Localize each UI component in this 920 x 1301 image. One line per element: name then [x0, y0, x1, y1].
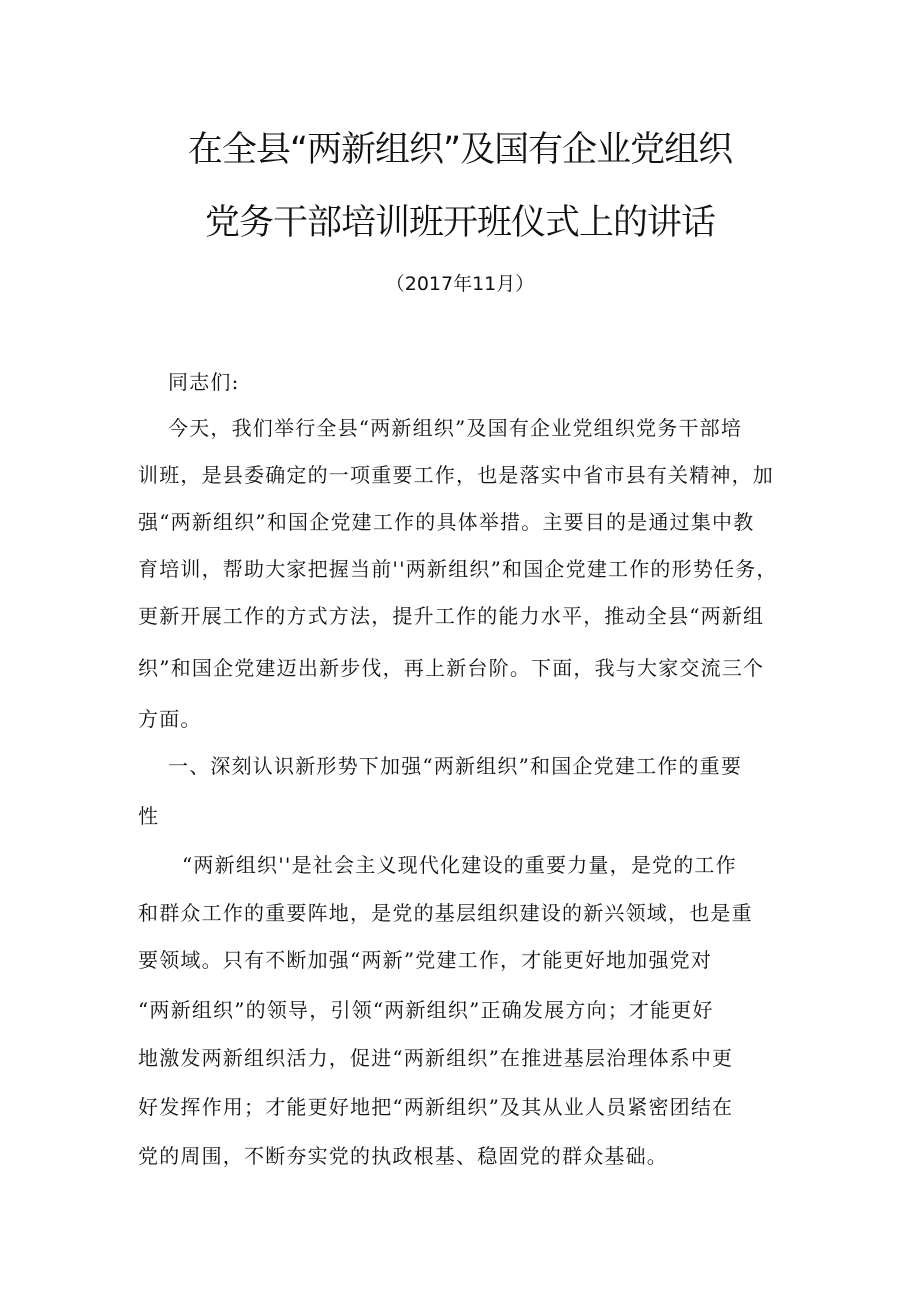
paragraph-2-line: “两新组织”的领导，引领“两新组织”正确发展方向；才能更好 [138, 998, 714, 1022]
document-title-line-2: 党务干部培训班开班仪式上的讲话 [204, 203, 715, 243]
paragraph-2-line: 要领域。只有不断加强“两新”党建工作，才能更好地加强党对 [138, 948, 713, 972]
paragraph-2-line: 党的周围，不断夯实党的执政根基、稳固党的群众基础。 [138, 1144, 668, 1168]
section-1-heading-line: 一、深刻认识新形势下加强“两新组织”和国企党建工作的重要 [168, 754, 743, 778]
paragraph-1-line: 更新开展工作的方式方法，提升工作的能力水平，推动全县“两新组 [138, 604, 765, 628]
paragraph-1-line: 育培训，帮助大家把握当前''两新组织”和国企党建工作的形势任务， [138, 557, 778, 581]
section-1-heading-line: 性 [138, 804, 160, 828]
document-title-line-1: 在全县“两新组织”及国有企业党组织 [187, 130, 733, 170]
paragraph-1-line: 织”和国企党建迈出新步伐，再上新台阶。下面，我与大家交流三个 [138, 656, 765, 680]
paragraph-2-line: 地激发两新组织活力，促进“两新组织”在推进基层治理体系中更 [138, 1046, 734, 1070]
paragraph-2-line: 好发挥作用；才能更好地把“两新组织”及其从业人员紧密团结在 [138, 1095, 734, 1119]
paragraph-1-line: 方面。 [138, 707, 202, 731]
paragraph-1-line: 训班，是县委确定的一项重要工作，也是落实中省市县有关精神，加 [138, 463, 774, 487]
paragraph-2-line: “两新组织''是社会主义现代化建设的重要力量，是党的工作 [182, 853, 737, 877]
document-date: （2017年11月） [385, 273, 535, 295]
salutation: 同志们: [168, 370, 240, 394]
paragraph-2-line: 和群众工作的重要阵地，是党的基层组织建设的新兴领域，也是重 [138, 901, 753, 925]
paragraph-1-line: 今天，我们举行全县“两新组织”及国有企业党组织党务干部培 [168, 416, 743, 440]
paragraph-1-line: 强“两新组织”和国企党建工作的具体举措。主要目的是通过集中教 [138, 510, 755, 534]
